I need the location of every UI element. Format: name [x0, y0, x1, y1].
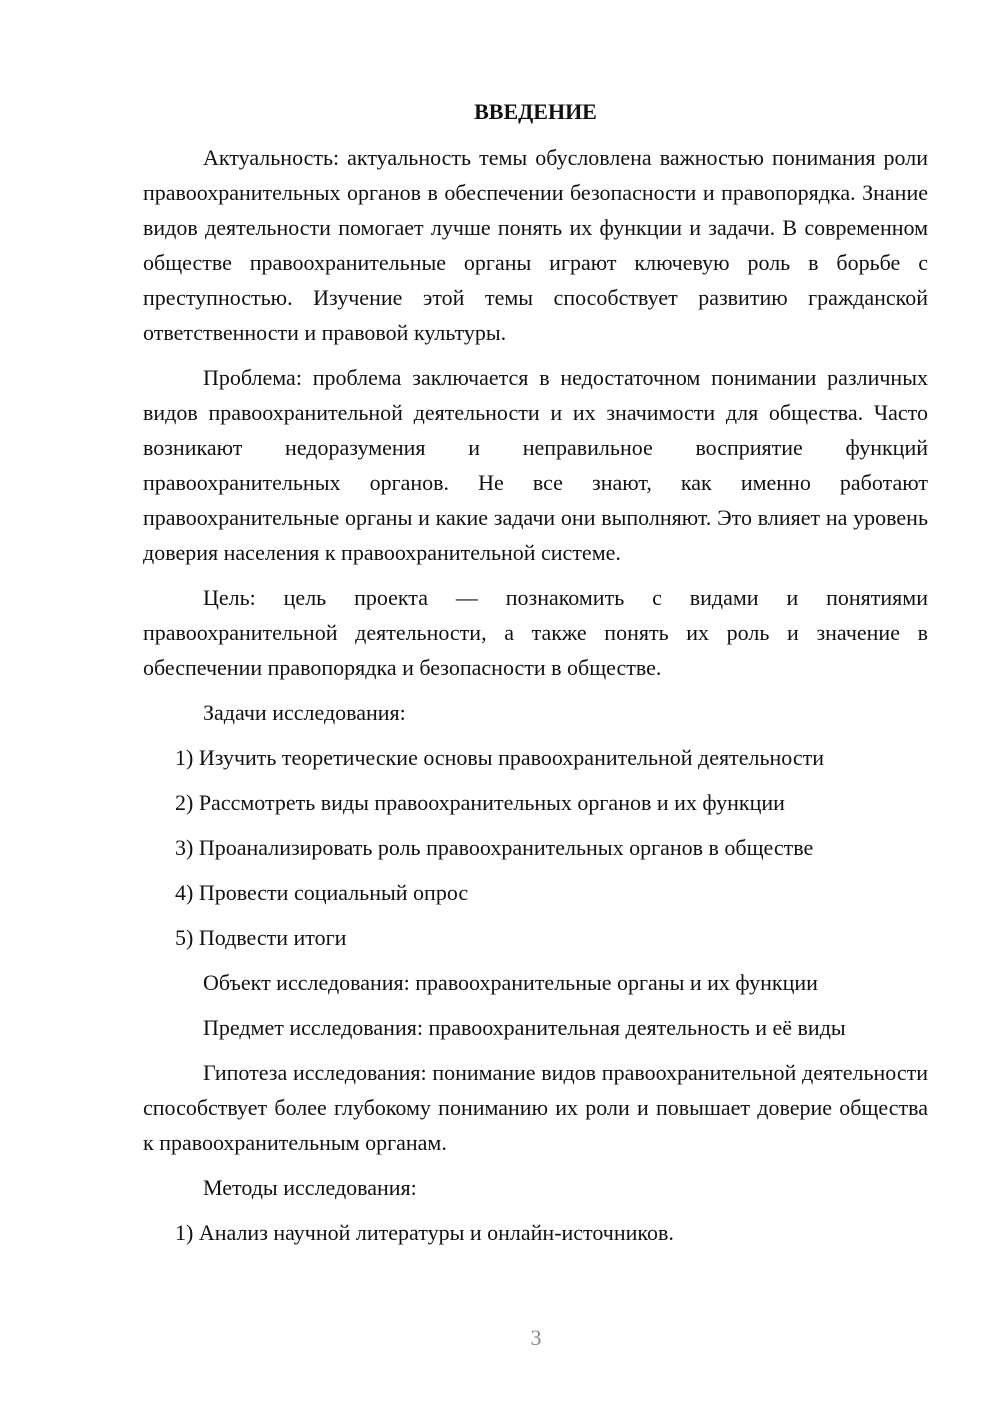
task-item-5: 5) Подвести итоги	[175, 925, 347, 950]
page-number: 3	[530, 1325, 542, 1350]
methods-heading: Методы исследования:	[203, 1175, 417, 1200]
tasks-heading: Задачи исследования:	[203, 700, 406, 725]
document-body	[143, 94, 928, 1260]
method-item-1: 1) Анализ научной литературы и онлайн-источников.	[175, 1220, 674, 1245]
problem-paragraph: Проблема: проблема заключается в недостаточном понимании различных видов правоохранительной деятельности и их значимости для общества. Часто возникают недоразумения и неправильное восприятие функций правоохранительных органов. Не все знают, как именно работают правоохранительные органы и какие задачи они выполняют. Это влияет на уровень доверия населения к правоохранительной системе.	[143, 365, 928, 565]
section-title: ВВЕДЕНИЕ	[474, 99, 597, 124]
hypothesis-paragraph: Гипотеза исследования: понимание видов правоохранительной деятельности способствует более глубокому пониманию их роли и повышает доверие общества к правоохранительным органам.	[143, 1060, 928, 1155]
task-item-2: 2) Рассмотреть виды правоохранительных органов и их функции	[175, 790, 785, 815]
research-object: Объект исследования: правоохранительные органы и их функции	[203, 970, 818, 995]
task-item-3: 3) Проанализировать роль правоохранительных органов в обществе	[175, 835, 814, 860]
task-item-4: 4) Провести социальный опрос	[175, 880, 469, 905]
task-item-1: 1) Изучить теоретические основы правоохранительной деятельности	[175, 745, 824, 770]
relevance-paragraph: Актуальность: актуальность темы обусловлена важностью понимания роли правоохранительных органов в обеспечении безопасности и правопорядка. Знание видов деятельности помогает лучше понять их функции и задачи. В современном обществе правоохранительные органы играют ключевую роль в борьбе с преступностью. Изучение этой темы способствует развитию гражданской ответственности и правовой культуры.	[143, 145, 928, 345]
research-subject: Предмет исследования: правоохранительная деятельность и её виды	[203, 1015, 846, 1040]
goal-paragraph: Цель: цель проекта — познакомить с видами и понятиями правоохранительной деятельности, а также понять их роль и значение в обеспечении правопорядка и безопасности в обществе.	[143, 585, 928, 680]
